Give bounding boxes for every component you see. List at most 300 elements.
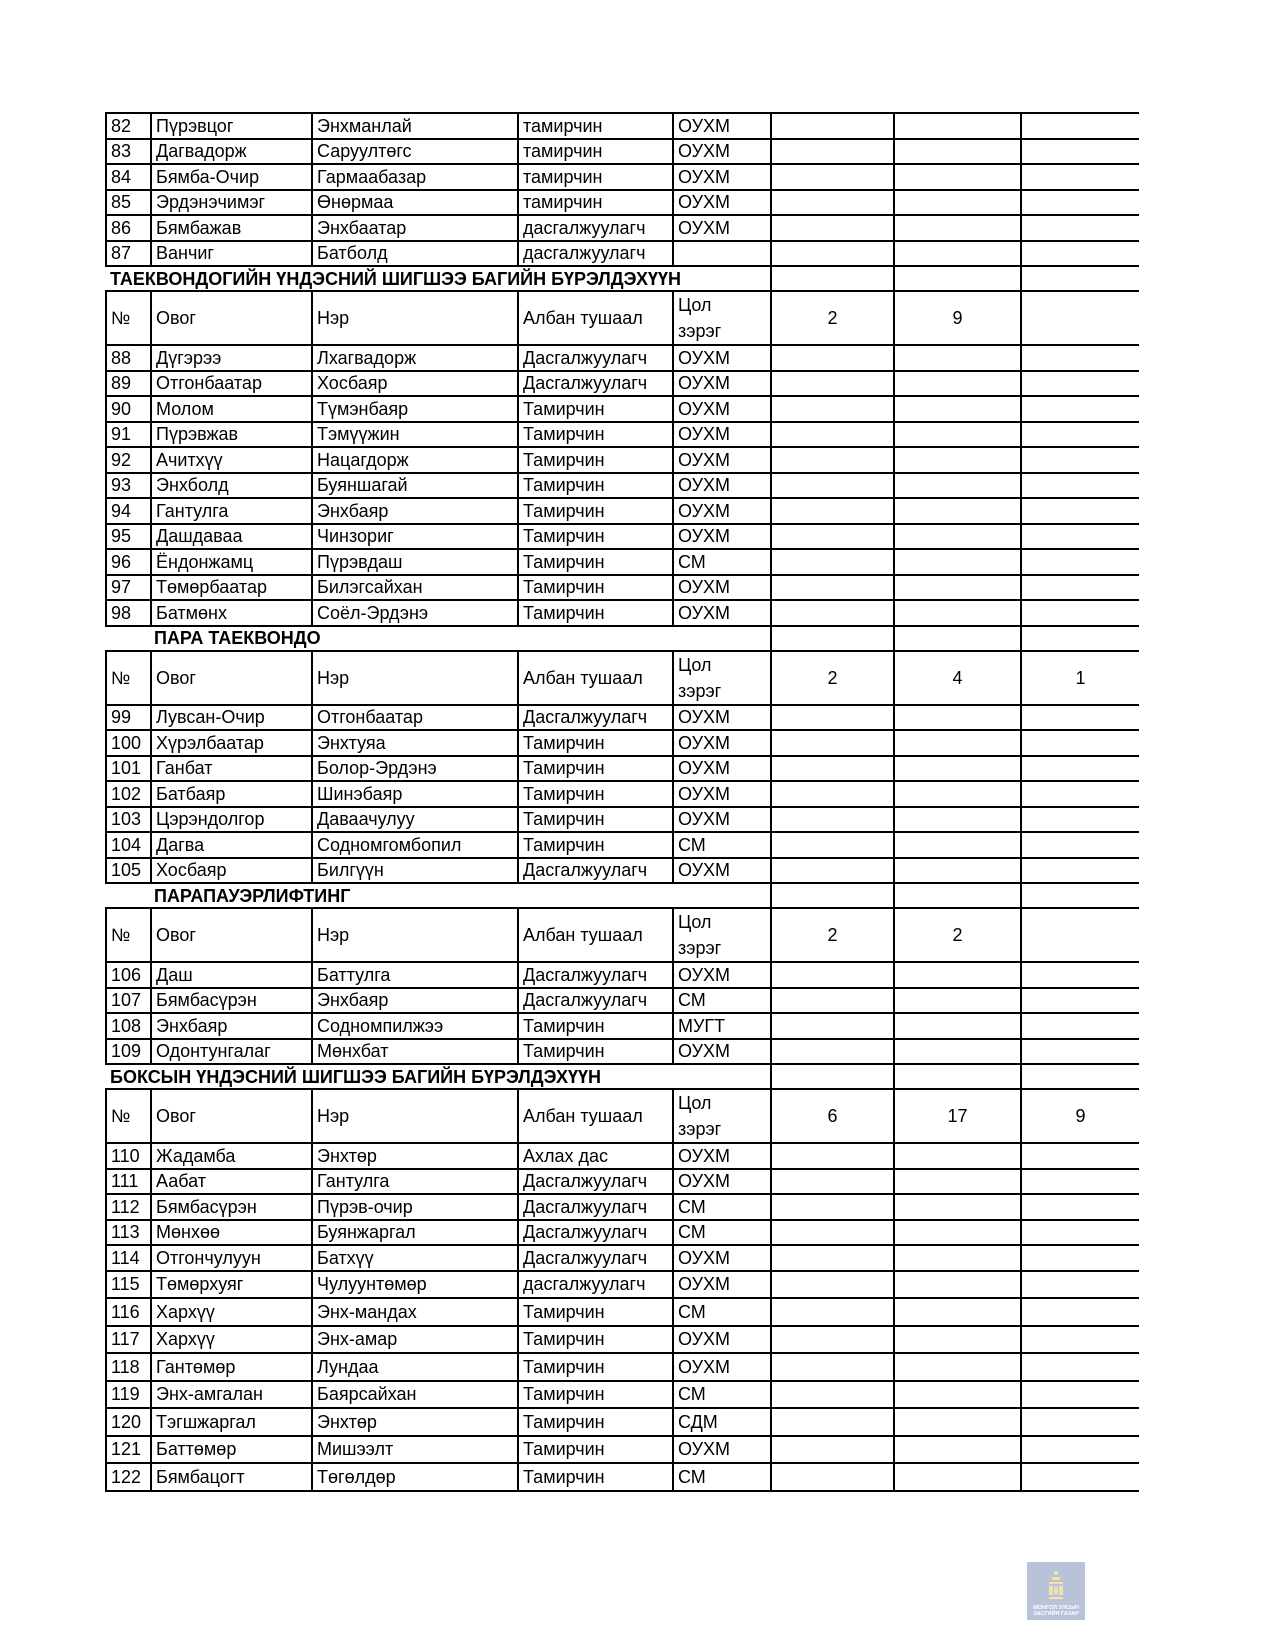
cell-extra-1 (771, 600, 894, 626)
cell-rank: ОУХМ (673, 345, 771, 371)
soyombo-emblem-icon (1049, 1571, 1063, 1601)
table-row (106, 164, 1139, 190)
count-2: 4 (894, 651, 1021, 705)
cell-rank: ОУХМ (673, 1326, 771, 1354)
header-position: Албан тушаал (518, 1089, 673, 1143)
cell-extra-1 (771, 139, 894, 165)
cell-extra-2 (894, 1271, 1021, 1299)
logo-caption-line2: ЗАСГИЙН ГАЗАР (1033, 1611, 1079, 1617)
cell-position: Тамирчин (518, 1381, 673, 1409)
cell-extra-2 (894, 756, 1021, 782)
cell-name: Болор-Эрдэнэ (312, 756, 518, 782)
cell-number: 84 (106, 164, 151, 190)
cell-surname: Эрдэнэчимэг (151, 190, 312, 216)
section-title-row (106, 266, 1139, 291)
cell-extra-2 (894, 345, 1021, 371)
cell-surname: Ганбат (151, 756, 312, 782)
cell-number: 122 (106, 1463, 151, 1491)
cell-extra-1 (771, 190, 894, 216)
count-1: 2 (771, 908, 894, 962)
cell-extra-1 (771, 396, 894, 422)
cell-number: 89 (106, 371, 151, 397)
section-title: ПАРАПАУЭРЛИФТИНГ (106, 883, 771, 908)
cell-number: 107 (106, 988, 151, 1014)
column-header-row (106, 291, 1139, 345)
cell-extra-3 (1021, 1436, 1139, 1464)
cell-rank: ОУХМ (673, 473, 771, 499)
cell-extra-2 (894, 139, 1021, 165)
cell-extra-3 (1021, 1039, 1139, 1065)
cell-extra-1 (771, 1143, 894, 1169)
cell-extra-1 (771, 832, 894, 858)
section-title: ТАЕКВОНДОГИЙН ҮНДЭСНИЙ ШИГШЭЭ БАГИЙН БҮРЭЛДЭХҮҮН (106, 266, 771, 291)
cell-name: Соёл-Эрдэнэ (312, 600, 518, 626)
cell-surname: Лувсан-Очир (151, 705, 312, 731)
cell-name: Нацагдорж (312, 447, 518, 473)
cell-extra-1 (771, 1353, 894, 1381)
cell-surname: Батмөнх (151, 600, 312, 626)
cell-extra-3 (1021, 1298, 1139, 1326)
cell-name: Отгонбаатар (312, 705, 518, 731)
cell-extra-1 (771, 730, 894, 756)
count-1: 2 (771, 651, 894, 705)
cell-extra-2 (894, 1039, 1021, 1065)
table-row (106, 988, 1139, 1014)
cell-extra-1 (771, 1194, 894, 1220)
cell-surname: Аабат (151, 1169, 312, 1195)
cell-rank: ОУХМ (673, 524, 771, 550)
count-3 (1021, 908, 1139, 962)
cell-name: Хосбаяр (312, 371, 518, 397)
cell-extra-3 (1021, 139, 1139, 165)
cell-extra-3 (1021, 190, 1139, 216)
cell-rank (673, 241, 771, 267)
cell-number: 115 (106, 1271, 151, 1299)
cell-extra-1 (771, 345, 894, 371)
cell-rank: ОУХМ (673, 1245, 771, 1271)
cell-rank: СМ (673, 549, 771, 575)
cell-extra-3 (1021, 1245, 1139, 1271)
cell-extra-2 (894, 730, 1021, 756)
cell-extra-1 (771, 1064, 894, 1089)
cell-extra-2 (894, 524, 1021, 550)
table-row (106, 215, 1139, 241)
header-surname: Овог (151, 1089, 312, 1143)
cell-extra-2 (894, 215, 1021, 241)
header-rank (673, 908, 771, 962)
count-1: 2 (771, 291, 894, 345)
cell-name: Шинэбаяр (312, 781, 518, 807)
cell-extra-3 (1021, 1463, 1139, 1491)
cell-surname: Ёндонжамц (151, 549, 312, 575)
cell-position: тамирчин (518, 190, 673, 216)
cell-extra-2 (894, 1194, 1021, 1220)
cell-extra-1 (771, 756, 894, 782)
cell-number: 105 (106, 858, 151, 884)
cell-extra-1 (771, 988, 894, 1014)
cell-extra-3 (1021, 164, 1139, 190)
cell-rank: ОУХМ (673, 1169, 771, 1195)
cell-extra-1 (771, 524, 894, 550)
cell-extra-1 (771, 371, 894, 397)
cell-position: Ахлах дас (518, 1143, 673, 1169)
table-row (106, 1353, 1139, 1381)
cell-name: Батболд (312, 241, 518, 267)
cell-number: 85 (106, 190, 151, 216)
cell-name: Мишээлт (312, 1436, 518, 1464)
cell-extra-2 (894, 241, 1021, 267)
cell-position: Тамирчин (518, 1326, 673, 1354)
cell-number: 121 (106, 1436, 151, 1464)
cell-extra-3 (1021, 858, 1139, 884)
cell-extra-2 (894, 190, 1021, 216)
cell-extra-2 (894, 266, 1021, 291)
table-row (106, 396, 1139, 422)
cell-surname: Баттөмөр (151, 1436, 312, 1464)
cell-number: 83 (106, 139, 151, 165)
cell-extra-2 (894, 1220, 1021, 1246)
cell-extra-3 (1021, 1064, 1139, 1089)
table-row (106, 1463, 1139, 1491)
cell-surname: Батбаяр (151, 781, 312, 807)
cell-extra-2 (894, 422, 1021, 448)
cell-extra-1 (771, 266, 894, 291)
table-row (106, 549, 1139, 575)
cell-extra-2 (894, 1353, 1021, 1381)
table-row (106, 575, 1139, 601)
cell-number: 114 (106, 1245, 151, 1271)
cell-position: Тамирчин (518, 1353, 673, 1381)
cell-position: Тамирчин (518, 498, 673, 524)
cell-extra-3 (1021, 345, 1139, 371)
header-rank-line2: зэрэг (678, 680, 722, 701)
cell-extra-2 (894, 1245, 1021, 1271)
cell-position: дасгалжуулагч (518, 215, 673, 241)
table-row (106, 781, 1139, 807)
cell-extra-3 (1021, 1408, 1139, 1436)
cell-extra-2 (894, 988, 1021, 1014)
cell-name: Саруултөгс (312, 139, 518, 165)
cell-name: Энх-амар (312, 1326, 518, 1354)
header-surname: Овог (151, 651, 312, 705)
cell-extra-3 (1021, 962, 1139, 988)
cell-number: 99 (106, 705, 151, 731)
header-rank-line2: зэрэг (678, 938, 722, 958)
cell-extra-3 (1021, 371, 1139, 397)
cell-extra-3 (1021, 1353, 1139, 1381)
count-3: 9 (1021, 1089, 1139, 1143)
cell-extra-1 (771, 962, 894, 988)
cell-rank: ОУХМ (673, 1143, 771, 1169)
cell-number: 88 (106, 345, 151, 371)
cell-extra-3 (1021, 1013, 1139, 1039)
cell-name: Баярсайхан (312, 1381, 518, 1409)
cell-extra-3 (1021, 832, 1139, 858)
cell-extra-3 (1021, 1271, 1139, 1299)
cell-extra-3 (1021, 988, 1139, 1014)
header-number: № (106, 651, 151, 705)
cell-extra-3 (1021, 730, 1139, 756)
cell-extra-1 (771, 473, 894, 499)
cell-rank: ОУХМ (673, 575, 771, 601)
cell-position: Дасгалжуулагч (518, 1169, 673, 1195)
cell-surname: Хосбаяр (151, 858, 312, 884)
cell-extra-3 (1021, 1169, 1139, 1195)
table-row (106, 600, 1139, 626)
cell-extra-3 (1021, 473, 1139, 499)
table-row (106, 807, 1139, 833)
cell-position: дасгалжуулагч (518, 241, 673, 267)
cell-extra-1 (771, 422, 894, 448)
cell-extra-1 (771, 883, 894, 908)
cell-position: Тамирчин (518, 396, 673, 422)
cell-surname: Дашдаваа (151, 524, 312, 550)
table-row (106, 705, 1139, 731)
cell-surname: Хархүү (151, 1298, 312, 1326)
cell-surname: Жадамба (151, 1143, 312, 1169)
cell-surname: Хүрэлбаатар (151, 730, 312, 756)
cell-position: Тамирчин (518, 1298, 673, 1326)
cell-position: Дасгалжуулагч (518, 962, 673, 988)
cell-extra-3 (1021, 113, 1139, 139)
cell-extra-3 (1021, 422, 1139, 448)
column-header-row (106, 651, 1139, 705)
cell-name: Тэмүүжин (312, 422, 518, 448)
cell-name: Төгөлдөр (312, 1463, 518, 1491)
header-position: Албан тушаал (518, 908, 673, 962)
cell-extra-3 (1021, 1143, 1139, 1169)
table-row (106, 139, 1139, 165)
table-row (106, 1408, 1139, 1436)
cell-rank: ОУХМ (673, 756, 771, 782)
cell-name: Мөнхбат (312, 1039, 518, 1065)
table-row (106, 498, 1139, 524)
cell-position: Дасгалжуулагч (518, 1194, 673, 1220)
cell-number: 108 (106, 1013, 151, 1039)
header-rank-line1: Цол (678, 295, 712, 315)
cell-extra-2 (894, 781, 1021, 807)
cell-surname: Отгонбаатар (151, 371, 312, 397)
cell-position: Дасгалжуулагч (518, 1245, 673, 1271)
header-name: Нэр (312, 651, 518, 705)
cell-rank: ОУХМ (673, 422, 771, 448)
cell-name: Пүрэв-очир (312, 1194, 518, 1220)
roster-table (105, 112, 1139, 1492)
cell-rank: ОУХМ (673, 730, 771, 756)
table-row (106, 1436, 1139, 1464)
cell-rank: ОУХМ (673, 600, 771, 626)
cell-name: Лхагвадорж (312, 345, 518, 371)
cell-extra-1 (771, 447, 894, 473)
table-row (106, 422, 1139, 448)
cell-rank: СМ (673, 1298, 771, 1326)
cell-name: Содномпилжээ (312, 1013, 518, 1039)
cell-number: 93 (106, 473, 151, 499)
cell-name: Энхбаатар (312, 215, 518, 241)
count-3: 1 (1021, 651, 1139, 705)
cell-extra-1 (771, 1326, 894, 1354)
cell-rank: СДМ (673, 1408, 771, 1436)
cell-name: Энхтөр (312, 1143, 518, 1169)
cell-rank: ОУХМ (673, 190, 771, 216)
cell-position: Тамирчин (518, 600, 673, 626)
header-surname: Овог (151, 291, 312, 345)
cell-extra-3 (1021, 705, 1139, 731)
table-row (106, 962, 1139, 988)
header-rank-line2: зэрэг (678, 321, 722, 341)
cell-extra-2 (894, 371, 1021, 397)
cell-extra-2 (894, 575, 1021, 601)
cell-extra-3 (1021, 524, 1139, 550)
cell-extra-2 (894, 1408, 1021, 1436)
cell-position: Тамирчин (518, 807, 673, 833)
cell-name: Содномгомбопил (312, 832, 518, 858)
cell-number: 91 (106, 422, 151, 448)
cell-number: 90 (106, 396, 151, 422)
cell-name: Батхүү (312, 1245, 518, 1271)
cell-rank: ОУХМ (673, 396, 771, 422)
cell-extra-2 (894, 447, 1021, 473)
cell-name: Буяншагай (312, 473, 518, 499)
header-number: № (106, 1089, 151, 1143)
cell-number: 86 (106, 215, 151, 241)
cell-surname: Дүгэрээ (151, 345, 312, 371)
cell-number: 106 (106, 962, 151, 988)
cell-name: Баттулга (312, 962, 518, 988)
cell-number: 112 (106, 1194, 151, 1220)
cell-surname: Пүрэвцог (151, 113, 312, 139)
cell-surname: Бямбасүрэн (151, 988, 312, 1014)
cell-extra-3 (1021, 1220, 1139, 1246)
cell-extra-1 (771, 1408, 894, 1436)
column-header-row (106, 1089, 1139, 1143)
cell-rank: ОУХМ (673, 1436, 771, 1464)
cell-extra-2 (894, 1326, 1021, 1354)
table-row (106, 1298, 1139, 1326)
cell-rank: МУГТ (673, 1013, 771, 1039)
cell-surname: Отгончулуун (151, 1245, 312, 1271)
cell-rank: ОУХМ (673, 139, 771, 165)
cell-position: Тамирчин (518, 524, 673, 550)
section-title-row (106, 883, 1139, 908)
cell-extra-1 (771, 781, 894, 807)
cell-name: Энхтөр (312, 1408, 518, 1436)
cell-position: Дасгалжуулагч (518, 988, 673, 1014)
cell-surname: Бямбацогт (151, 1463, 312, 1491)
cell-name: Билэгсайхан (312, 575, 518, 601)
cell-position: тамирчин (518, 113, 673, 139)
cell-number: 95 (106, 524, 151, 550)
cell-name: Энхбаяр (312, 988, 518, 1014)
cell-extra-2 (894, 1013, 1021, 1039)
table-row (106, 832, 1139, 858)
cell-number: 87 (106, 241, 151, 267)
cell-surname: Төмөрбаатар (151, 575, 312, 601)
cell-extra-3 (1021, 215, 1139, 241)
cell-extra-1 (771, 241, 894, 267)
cell-number: 92 (106, 447, 151, 473)
cell-extra-3 (1021, 396, 1139, 422)
cell-position: Дасгалжуулагч (518, 345, 673, 371)
cell-extra-3 (1021, 807, 1139, 833)
cell-position: Тамирчин (518, 756, 673, 782)
cell-extra-2 (894, 113, 1021, 139)
cell-extra-2 (894, 1169, 1021, 1195)
cell-extra-3 (1021, 1326, 1139, 1354)
cell-extra-2 (894, 396, 1021, 422)
cell-number: 117 (106, 1326, 151, 1354)
table-row (106, 1143, 1139, 1169)
cell-name: Түмэнбаяр (312, 396, 518, 422)
cell-name: Энх-мандах (312, 1298, 518, 1326)
cell-rank: СМ (673, 1463, 771, 1491)
cell-extra-1 (771, 1381, 894, 1409)
cell-extra-1 (771, 858, 894, 884)
header-rank-line2: зэрэг (678, 1119, 722, 1139)
table-row (106, 1169, 1139, 1195)
count-2: 2 (894, 908, 1021, 962)
cell-rank: ОУХМ (673, 781, 771, 807)
cell-position: Тамирчин (518, 1463, 673, 1491)
cell-position: Тамирчин (518, 447, 673, 473)
cell-rank: ОУХМ (673, 1039, 771, 1065)
cell-rank: ОУХМ (673, 858, 771, 884)
cell-number: 100 (106, 730, 151, 756)
cell-number: 97 (106, 575, 151, 601)
cell-surname: Одонтунгалаг (151, 1039, 312, 1065)
cell-extra-1 (771, 1039, 894, 1065)
cell-surname: Даш (151, 962, 312, 988)
cell-rank: СМ (673, 988, 771, 1014)
cell-surname: Мөнхөө (151, 1220, 312, 1246)
cell-extra-2 (894, 807, 1021, 833)
cell-extra-3 (1021, 626, 1139, 651)
cell-extra-2 (894, 164, 1021, 190)
cell-number: 104 (106, 832, 151, 858)
cell-surname: Гантулга (151, 498, 312, 524)
cell-position: Тамирчин (518, 1013, 673, 1039)
cell-extra-1 (771, 164, 894, 190)
table-row (106, 1194, 1139, 1220)
table-row (106, 756, 1139, 782)
cell-name: Билгүүн (312, 858, 518, 884)
cell-extra-3 (1021, 883, 1139, 908)
cell-rank: ОУХМ (673, 498, 771, 524)
cell-surname: Гантөмөр (151, 1353, 312, 1381)
section-title: ПАРА ТАЕКВОНДО (106, 626, 771, 651)
table-row (106, 371, 1139, 397)
count-2: 9 (894, 291, 1021, 345)
table-row (106, 1245, 1139, 1271)
header-rank (673, 651, 771, 705)
cell-extra-3 (1021, 575, 1139, 601)
cell-position: Тамирчин (518, 832, 673, 858)
cell-number: 116 (106, 1298, 151, 1326)
section-title-row (106, 1064, 1139, 1089)
cell-extra-3 (1021, 498, 1139, 524)
cell-extra-2 (894, 1381, 1021, 1409)
cell-extra-1 (771, 1220, 894, 1246)
cell-surname: Дагва (151, 832, 312, 858)
cell-name: Пүрэвдаш (312, 549, 518, 575)
cell-number: 101 (106, 756, 151, 782)
cell-position: тамирчин (518, 139, 673, 165)
header-name: Нэр (312, 291, 518, 345)
cell-name: Лундаа (312, 1353, 518, 1381)
cell-name: Гармаабазар (312, 164, 518, 190)
cell-extra-1 (771, 1245, 894, 1271)
cell-extra-3 (1021, 1381, 1139, 1409)
